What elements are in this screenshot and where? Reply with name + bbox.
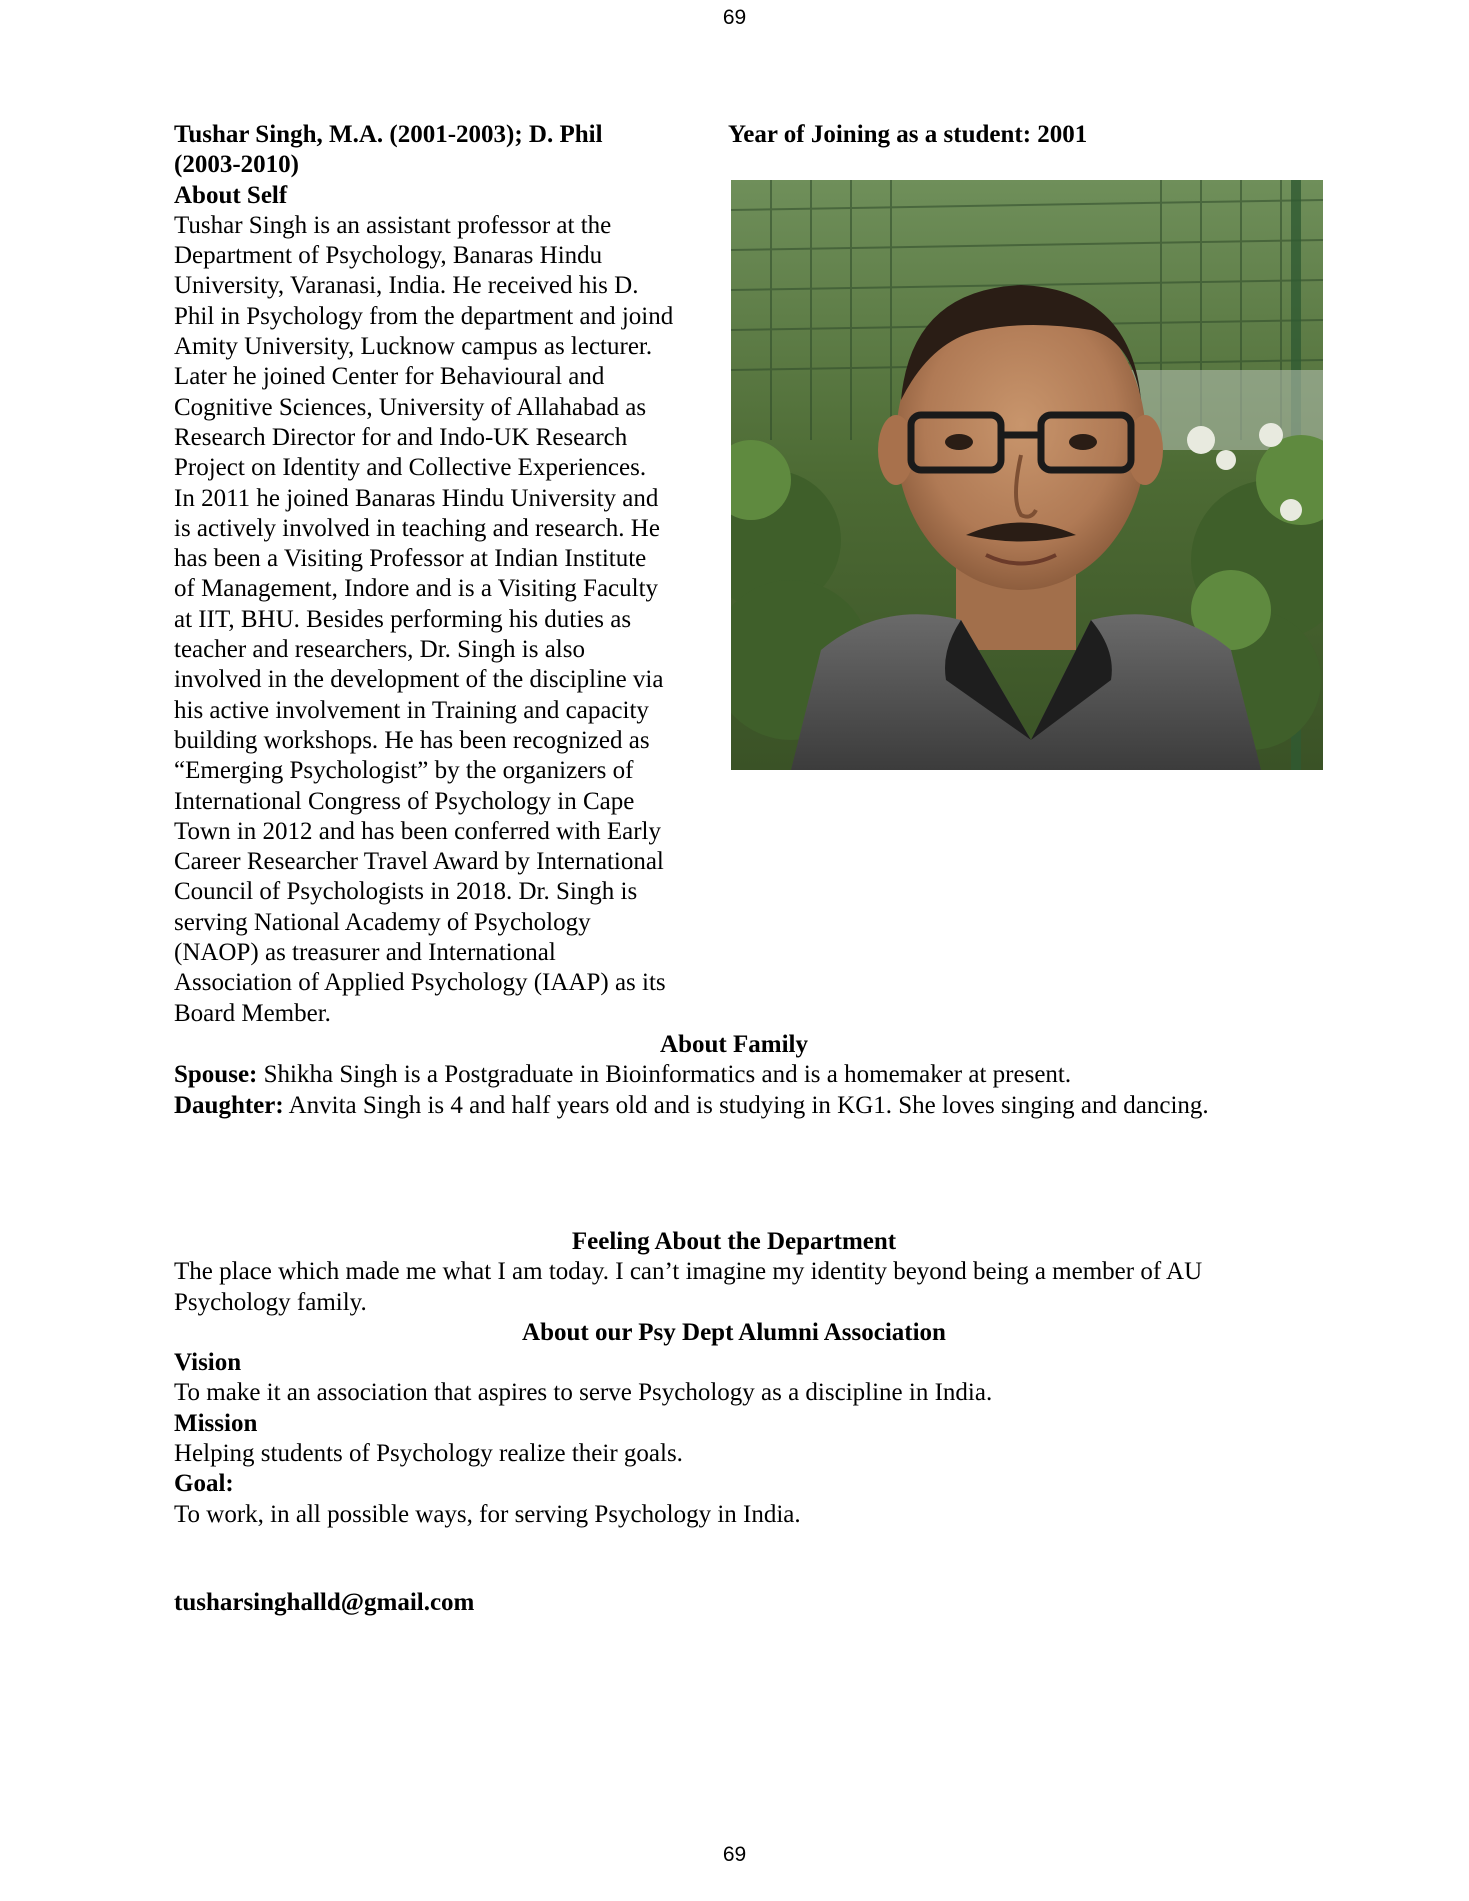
alumni-heading: About our Psy Dept Alumni Association	[522, 1318, 946, 1346]
about-self-line: building workshops. He has been recognized as	[174, 726, 650, 754]
spouse-text: Shikha Singh is a Postgraduate in Bioinformatics and is a homemaker at present.	[257, 1061, 1072, 1089]
about-self-heading: About Self	[174, 181, 288, 209]
about-self-line: Tushar Singh is an assistant professor at the	[174, 211, 612, 239]
about-self-line: In 2011 he joined Banaras Hindu University and	[174, 484, 659, 512]
about-self-line: Town in 2012 and has been conferred with Early	[174, 817, 661, 845]
about-family-heading: About Family	[660, 1031, 808, 1058]
daughter-line	[174, 1091, 1294, 1121]
about-self-line: Association of Applied Psychology (IAAP) as its	[174, 969, 666, 997]
feeling-heading: Feeling About the Department	[571, 1228, 897, 1255]
year-of-joining: Year of Joining as a student: 2001	[728, 121, 1088, 148]
about-self-line: Phil in Psychology from the department and joind	[174, 302, 674, 330]
about-self-line: “Emerging Psychologist” by the organizers of	[174, 757, 634, 785]
about-self-line: International Congress of Psychology in Cape	[174, 787, 635, 815]
about-self-line: of Management, Indore and is a Visiting Faculty	[174, 575, 659, 603]
name-heading-line2: (2003-2010)	[174, 151, 299, 179]
spouse-line	[174, 1060, 1294, 1090]
about-self-line: Amity University, Lucknow campus as lecturer.	[174, 333, 653, 361]
page-number-top: 69	[722, 6, 747, 29]
profile-text-column	[174, 120, 719, 1029]
about-self-line: University, Varanasi, India. He received his D.	[174, 272, 639, 300]
feeling-line: Psychology family.	[174, 1288, 367, 1316]
about-self-line: Research Director for and Indo-UK Research	[174, 423, 628, 451]
name-heading-line1: Tushar Singh, M.A. (2001-2003); D. Phil	[174, 121, 603, 148]
daughter-text: Anvita Singh is 4 and half years old and is studying in KG1. She loves singing and dancing.	[283, 1091, 1209, 1119]
about-self-line: has been a Visiting Professor at Indian Institute	[174, 545, 647, 573]
about-self-line: Project on Identity and Collective Experiences.	[174, 454, 647, 482]
about-self-line: Council of Psychologists in 2018. Dr. Singh is	[174, 878, 638, 906]
about-self-line: (NAOP) as treasurer and International	[174, 939, 556, 967]
vision-text: To make it an association that aspires to serve Psychology as a discipline in India.	[174, 1379, 993, 1407]
about-self-line: serving National Academy of Psychology	[174, 908, 591, 936]
mission-label: Mission	[174, 1409, 258, 1437]
about-self-line: involved in the development of the discipline via	[174, 666, 664, 694]
about-self-line: his active involvement in Training and capacity	[174, 696, 649, 724]
about-self-line: Career Researcher Travel Award by International	[174, 848, 664, 876]
about-self-line: at IIT, BHU. Besides performing his duties as	[174, 605, 632, 633]
feeling-line: The place which made me what I am today. I can’t imagine my identity beyond being a member of AU	[174, 1258, 1203, 1286]
about-self-line: is actively involved in teaching and research. He	[174, 514, 660, 542]
email-address[interactable]: tusharsinghalld@gmail.com	[174, 1589, 475, 1616]
mission-text: Helping students of Psychology realize their goals.	[174, 1440, 683, 1468]
daughter-label: Daughter:	[174, 1091, 284, 1119]
spouse-label: Spouse:	[174, 1061, 258, 1089]
goal-label: Goal:	[174, 1470, 234, 1498]
vision-label: Vision	[174, 1349, 242, 1377]
about-self-line: Cognitive Sciences, University of Allahabad as	[174, 393, 647, 421]
about-self-line: Later he joined Center for Behavioural and	[174, 363, 605, 391]
about-self-line: Department of Psychology, Banaras Hindu	[174, 242, 603, 270]
about-self-line: Board Member.	[174, 999, 331, 1027]
about-family-section	[174, 1030, 1294, 1121]
page-number-bottom: 69	[722, 1843, 747, 1866]
profile-photo	[731, 180, 1323, 770]
about-self-line: teacher and researchers, Dr. Singh is also	[174, 636, 585, 664]
contact-section	[174, 1588, 1294, 1618]
feeling-section	[174, 1227, 1294, 1530]
goal-text: To work, in all possible ways, for serving Psychology in India.	[174, 1500, 801, 1528]
